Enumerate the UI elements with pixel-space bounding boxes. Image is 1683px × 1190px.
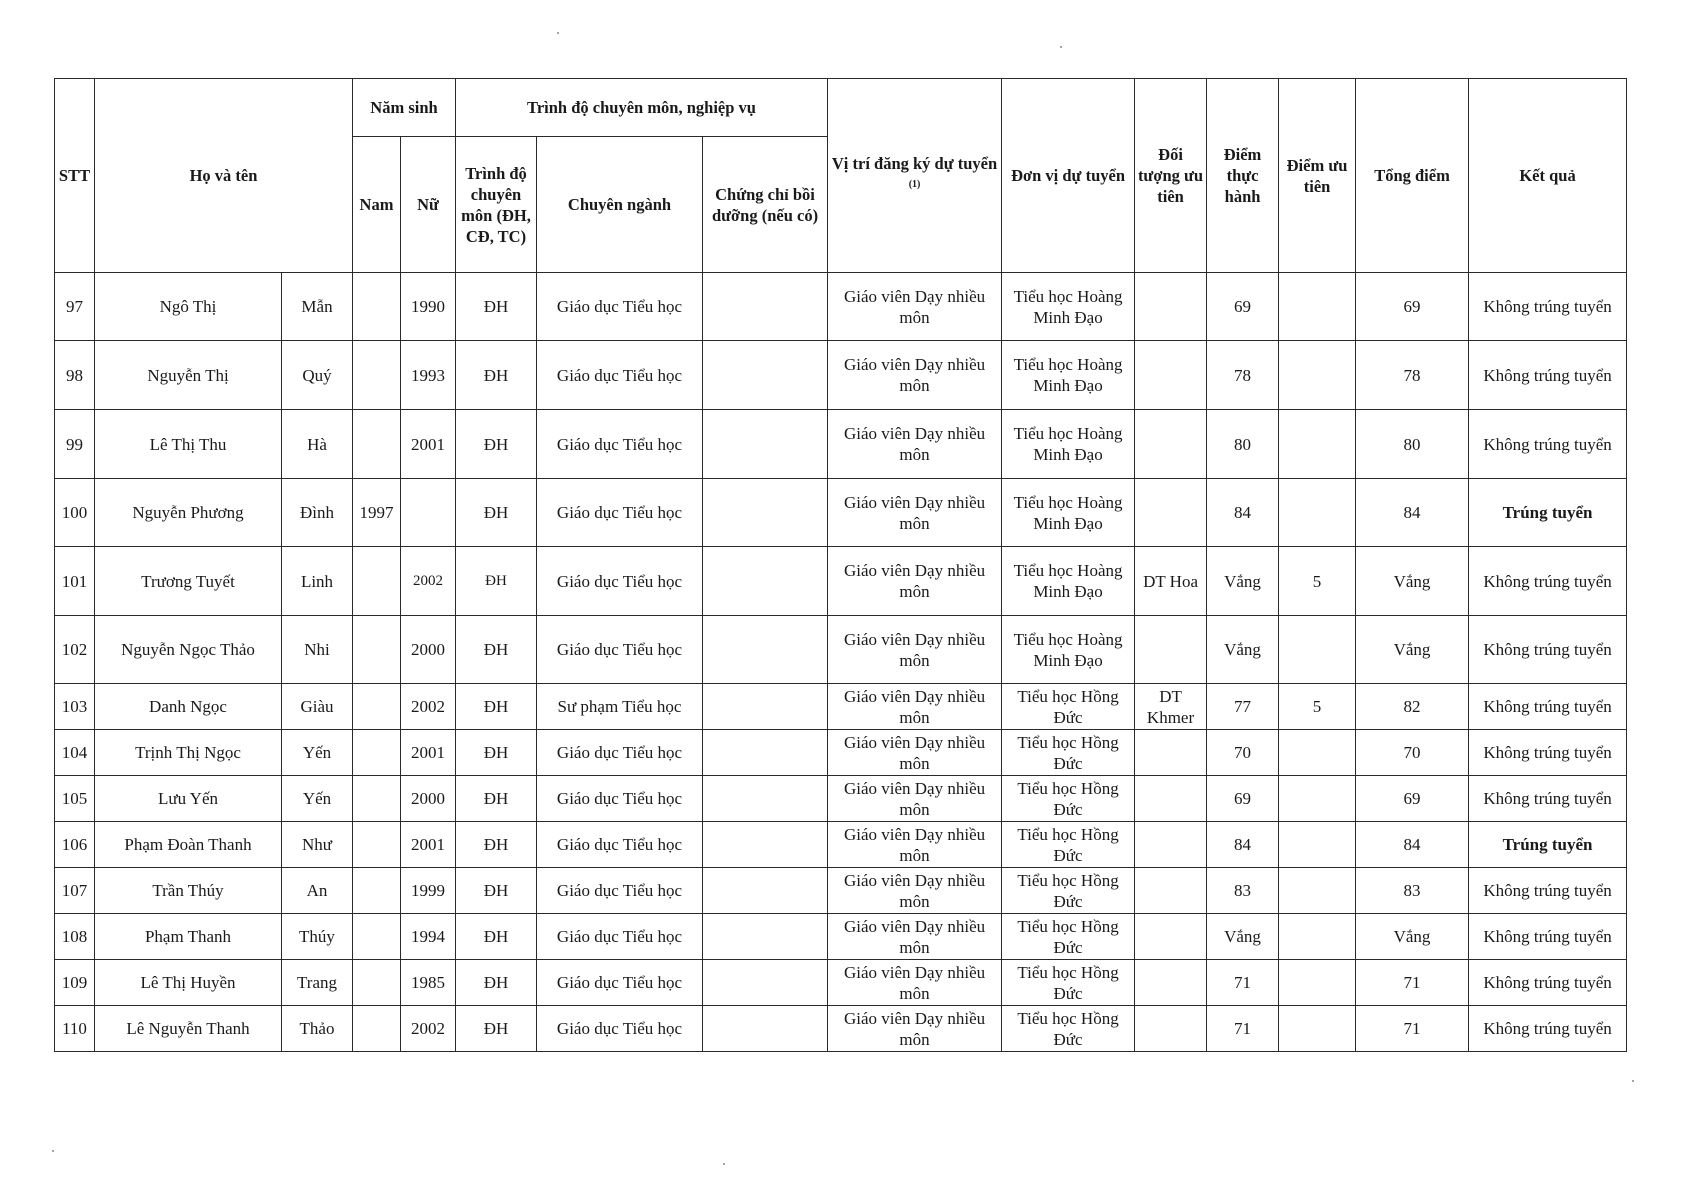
- table-row: [55, 960, 1627, 1006]
- cell-ho: Lê Nguyễn Thanh: [95, 1006, 282, 1052]
- cell-trinh-do: ĐH: [456, 479, 537, 547]
- table-row: [55, 776, 1627, 822]
- cell-ket-qua: Không trúng tuyển: [1469, 547, 1627, 616]
- cell-don-vi: Tiểu học Hoàng Minh Đạo: [1002, 616, 1135, 684]
- table-row: [55, 1006, 1627, 1052]
- cell-ho: Phạm Thanh: [95, 914, 282, 960]
- cell-chuyen-nganh: Giáo dục Tiểu học: [537, 479, 703, 547]
- cell-ket-qua: Không trúng tuyển: [1469, 730, 1627, 776]
- cell-nam: [353, 776, 401, 822]
- cell-vi-tri: Giáo viên Dạy nhiều môn: [828, 960, 1002, 1006]
- table-row: [55, 479, 1627, 547]
- cell-chung-chi: [703, 914, 828, 960]
- table-row: [55, 341, 1627, 410]
- cell-doi-tuong: [1135, 868, 1207, 914]
- cell-tong-diem: 69: [1356, 273, 1469, 341]
- cell-ten: Như: [282, 822, 353, 868]
- cell-stt: 107: [55, 868, 95, 914]
- cell-vi-tri: Giáo viên Dạy nhiều môn: [828, 684, 1002, 730]
- cell-tong-diem: 83: [1356, 868, 1469, 914]
- cell-ket-qua: Không trúng tuyển: [1469, 776, 1627, 822]
- cell-ten: Mẫn: [282, 273, 353, 341]
- table-row: [55, 914, 1627, 960]
- cell-nu: 2000: [401, 776, 456, 822]
- cell-ho: Nguyễn Phương: [95, 479, 282, 547]
- cell-stt: 106: [55, 822, 95, 868]
- cell-chuyen-nganh: Giáo dục Tiểu học: [537, 341, 703, 410]
- cell-ket-qua: Trúng tuyển: [1469, 479, 1627, 547]
- table-row: [55, 684, 1627, 730]
- cell-nu: 1985: [401, 960, 456, 1006]
- cell-ten: Đình: [282, 479, 353, 547]
- results-sheet: [54, 78, 1626, 1052]
- cell-ten: Quý: [282, 341, 353, 410]
- cell-chung-chi: [703, 479, 828, 547]
- cell-ho: Lê Thị Thu: [95, 410, 282, 479]
- cell-trinh-do: ĐH: [456, 822, 537, 868]
- cell-ho: Nguyễn Ngọc Thảo: [95, 616, 282, 684]
- cell-stt: 104: [55, 730, 95, 776]
- cell-nu: 1993: [401, 341, 456, 410]
- cell-vi-tri: Giáo viên Dạy nhiều môn: [828, 914, 1002, 960]
- cell-ho: Lê Thị Huyền: [95, 960, 282, 1006]
- cell-nam: [353, 547, 401, 616]
- cell-trinh-do: ĐH: [456, 914, 537, 960]
- cell-nam: [353, 822, 401, 868]
- cell-don-vi: Tiểu học Hoàng Minh Đạo: [1002, 479, 1135, 547]
- cell-ten: Nhi: [282, 616, 353, 684]
- cell-chung-chi: [703, 822, 828, 868]
- cell-vi-tri: Giáo viên Dạy nhiều môn: [828, 410, 1002, 479]
- scan-speck: [723, 1163, 725, 1165]
- cell-stt: 102: [55, 616, 95, 684]
- cell-chung-chi: [703, 410, 828, 479]
- cell-stt: 101: [55, 547, 95, 616]
- cell-ket-qua: Không trúng tuyển: [1469, 914, 1627, 960]
- cell-ho: Trịnh Thị Ngọc: [95, 730, 282, 776]
- cell-nam: [353, 914, 401, 960]
- cell-nu: 1999: [401, 868, 456, 914]
- cell-doi-tuong: [1135, 730, 1207, 776]
- cell-don-vi: Tiểu học Hoàng Minh Đạo: [1002, 547, 1135, 616]
- table-row: [55, 410, 1627, 479]
- cell-ket-qua: Không trúng tuyển: [1469, 273, 1627, 341]
- cell-don-vi: Tiểu học Hồng Đức: [1002, 776, 1135, 822]
- cell-trinh-do: ĐH: [456, 1006, 537, 1052]
- cell-tong-diem: 80: [1356, 410, 1469, 479]
- cell-trinh-do: ĐH: [456, 776, 537, 822]
- header-doi-tuong: Đối tượng ưu tiên: [1135, 79, 1207, 273]
- results-table: [54, 78, 1627, 1052]
- cell-ho: Lưu Yến: [95, 776, 282, 822]
- cell-doi-tuong: [1135, 341, 1207, 410]
- cell-nu: 1994: [401, 914, 456, 960]
- cell-diem-thuc-hanh: 84: [1207, 822, 1279, 868]
- cell-nam: [353, 684, 401, 730]
- cell-nam: [353, 616, 401, 684]
- cell-tong-diem: Vắng: [1356, 547, 1469, 616]
- cell-vi-tri: Giáo viên Dạy nhiều môn: [828, 273, 1002, 341]
- cell-nu: [401, 479, 456, 547]
- cell-diem-uu-tien: [1279, 341, 1356, 410]
- cell-vi-tri: Giáo viên Dạy nhiều môn: [828, 776, 1002, 822]
- cell-stt: 109: [55, 960, 95, 1006]
- cell-nu: 2001: [401, 410, 456, 479]
- table-row: [55, 868, 1627, 914]
- cell-chuyen-nganh: Giáo dục Tiểu học: [537, 730, 703, 776]
- cell-ten: An: [282, 868, 353, 914]
- cell-chuyen-nganh: Giáo dục Tiểu học: [537, 960, 703, 1006]
- cell-ten: Linh: [282, 547, 353, 616]
- header-nam-sinh: Năm sinh: [353, 79, 456, 137]
- cell-nu: 2002: [401, 684, 456, 730]
- scan-speck: [52, 1150, 54, 1152]
- cell-trinh-do: ĐH: [456, 273, 537, 341]
- cell-diem-thuc-hanh: 80: [1207, 410, 1279, 479]
- cell-stt: 97: [55, 273, 95, 341]
- cell-tong-diem: Vắng: [1356, 914, 1469, 960]
- cell-tong-diem: 82: [1356, 684, 1469, 730]
- cell-diem-thuc-hanh: 71: [1207, 960, 1279, 1006]
- cell-chuyen-nganh: Giáo dục Tiểu học: [537, 547, 703, 616]
- cell-trinh-do: ĐH: [456, 684, 537, 730]
- cell-diem-uu-tien: [1279, 273, 1356, 341]
- cell-ket-qua: Không trúng tuyển: [1469, 1006, 1627, 1052]
- cell-trinh-do: ĐH: [456, 960, 537, 1006]
- cell-doi-tuong: DT Khmer: [1135, 684, 1207, 730]
- cell-nu: 2002: [401, 547, 456, 616]
- header-chuyen-nganh: Chuyên ngành: [537, 137, 703, 273]
- cell-diem-uu-tien: [1279, 1006, 1356, 1052]
- cell-ket-qua: Không trúng tuyển: [1469, 684, 1627, 730]
- cell-diem-thuc-hanh: 84: [1207, 479, 1279, 547]
- cell-vi-tri: Giáo viên Dạy nhiều môn: [828, 341, 1002, 410]
- cell-chuyen-nganh: Giáo dục Tiểu học: [537, 1006, 703, 1052]
- cell-doi-tuong: [1135, 914, 1207, 960]
- cell-diem-thuc-hanh: Vắng: [1207, 547, 1279, 616]
- cell-chung-chi: [703, 776, 828, 822]
- cell-chung-chi: [703, 547, 828, 616]
- cell-chung-chi: [703, 341, 828, 410]
- cell-ten: Yến: [282, 776, 353, 822]
- cell-ket-qua: Không trúng tuyển: [1469, 341, 1627, 410]
- cell-vi-tri: Giáo viên Dạy nhiều môn: [828, 547, 1002, 616]
- cell-stt: 98: [55, 341, 95, 410]
- cell-vi-tri: Giáo viên Dạy nhiều môn: [828, 1006, 1002, 1052]
- cell-trinh-do: ĐH: [456, 547, 537, 616]
- cell-chuyen-nganh: Giáo dục Tiểu học: [537, 273, 703, 341]
- scan-speck: [557, 32, 559, 34]
- cell-nam: [353, 868, 401, 914]
- cell-doi-tuong: [1135, 776, 1207, 822]
- table-row: [55, 273, 1627, 341]
- cell-tong-diem: 70: [1356, 730, 1469, 776]
- cell-chuyen-nganh: Giáo dục Tiểu học: [537, 868, 703, 914]
- header-tong-diem: Tổng điểm: [1356, 79, 1469, 273]
- cell-tong-diem: 84: [1356, 479, 1469, 547]
- cell-nam: [353, 341, 401, 410]
- cell-doi-tuong: [1135, 273, 1207, 341]
- cell-diem-thuc-hanh: 69: [1207, 776, 1279, 822]
- cell-ten: Trang: [282, 960, 353, 1006]
- cell-nam: [353, 1006, 401, 1052]
- cell-diem-thuc-hanh: 83: [1207, 868, 1279, 914]
- cell-don-vi: Tiểu học Hồng Đức: [1002, 730, 1135, 776]
- cell-diem-uu-tien: [1279, 914, 1356, 960]
- cell-ho: Danh Ngọc: [95, 684, 282, 730]
- table-body: [55, 273, 1627, 1052]
- cell-diem-thuc-hanh: Vắng: [1207, 914, 1279, 960]
- header-don-vi: Đơn vị dự tuyển: [1002, 79, 1135, 273]
- cell-chung-chi: [703, 1006, 828, 1052]
- cell-ho: Phạm Đoàn Thanh: [95, 822, 282, 868]
- cell-ten: Thảo: [282, 1006, 353, 1052]
- cell-stt: 99: [55, 410, 95, 479]
- cell-stt: 108: [55, 914, 95, 960]
- cell-doi-tuong: DT Hoa: [1135, 547, 1207, 616]
- cell-trinh-do: ĐH: [456, 730, 537, 776]
- cell-nam: 1997: [353, 479, 401, 547]
- cell-vi-tri: Giáo viên Dạy nhiều môn: [828, 616, 1002, 684]
- cell-chung-chi: [703, 616, 828, 684]
- cell-doi-tuong: [1135, 960, 1207, 1006]
- header-nam: Nam: [353, 137, 401, 273]
- header-vi-tri-footnote: (1): [908, 178, 921, 190]
- cell-diem-uu-tien: [1279, 479, 1356, 547]
- cell-tong-diem: 69: [1356, 776, 1469, 822]
- cell-don-vi: Tiểu học Hoàng Minh Đạo: [1002, 410, 1135, 479]
- cell-trinh-do: ĐH: [456, 410, 537, 479]
- cell-vi-tri: Giáo viên Dạy nhiều môn: [828, 868, 1002, 914]
- cell-chung-chi: [703, 868, 828, 914]
- cell-chuyen-nganh: Sư phạm Tiểu học: [537, 684, 703, 730]
- cell-vi-tri: Giáo viên Dạy nhiều môn: [828, 822, 1002, 868]
- cell-nam: [353, 960, 401, 1006]
- cell-ho: Trương Tuyết: [95, 547, 282, 616]
- header-trinh-do-chuyen-mon: Trình độ chuyên môn (ĐH, CĐ, TC): [456, 137, 537, 273]
- cell-diem-uu-tien: [1279, 730, 1356, 776]
- header-vi-tri-label: Vị trí đăng ký dự tuyển: [831, 153, 998, 173]
- cell-tong-diem: Vắng: [1356, 616, 1469, 684]
- cell-diem-thuc-hanh: 71: [1207, 1006, 1279, 1052]
- cell-diem-uu-tien: [1279, 776, 1356, 822]
- cell-doi-tuong: [1135, 479, 1207, 547]
- cell-chuyen-nganh: Giáo dục Tiểu học: [537, 410, 703, 479]
- header-diem-thuc-hanh: Điểm thực hành: [1207, 79, 1279, 273]
- cell-ho: Nguyễn Thị: [95, 341, 282, 410]
- cell-nu: 2000: [401, 616, 456, 684]
- header-chung-chi: Chứng chỉ bồi dưỡng (nếu có): [703, 137, 828, 273]
- cell-ket-qua: Trúng tuyển: [1469, 822, 1627, 868]
- cell-diem-uu-tien: 5: [1279, 547, 1356, 616]
- cell-stt: 100: [55, 479, 95, 547]
- cell-don-vi: Tiểu học Hoàng Minh Đạo: [1002, 341, 1135, 410]
- cell-nu: 2001: [401, 822, 456, 868]
- header-diem-uu-tien: Điểm ưu tiên: [1279, 79, 1356, 273]
- cell-ten: Hà: [282, 410, 353, 479]
- cell-diem-uu-tien: [1279, 616, 1356, 684]
- cell-nam: [353, 273, 401, 341]
- cell-trinh-do: ĐH: [456, 341, 537, 410]
- cell-doi-tuong: [1135, 1006, 1207, 1052]
- cell-tong-diem: 71: [1356, 1006, 1469, 1052]
- header-ket-qua: Kết quả: [1469, 79, 1627, 273]
- header-stt: STT: [55, 79, 95, 273]
- cell-diem-uu-tien: [1279, 868, 1356, 914]
- cell-diem-uu-tien: [1279, 410, 1356, 479]
- cell-vi-tri: Giáo viên Dạy nhiều môn: [828, 479, 1002, 547]
- cell-don-vi: Tiểu học Hoàng Minh Đạo: [1002, 273, 1135, 341]
- cell-ho: Ngô Thị: [95, 273, 282, 341]
- cell-chuyen-nganh: Giáo dục Tiểu học: [537, 822, 703, 868]
- cell-chung-chi: [703, 273, 828, 341]
- cell-don-vi: Tiểu học Hồng Đức: [1002, 960, 1135, 1006]
- cell-chung-chi: [703, 730, 828, 776]
- scan-speck: [1060, 46, 1062, 48]
- cell-stt: 103: [55, 684, 95, 730]
- cell-doi-tuong: [1135, 616, 1207, 684]
- cell-vi-tri: Giáo viên Dạy nhiều môn: [828, 730, 1002, 776]
- cell-diem-uu-tien: 5: [1279, 684, 1356, 730]
- cell-tong-diem: 71: [1356, 960, 1469, 1006]
- cell-nam: [353, 730, 401, 776]
- cell-tong-diem: 78: [1356, 341, 1469, 410]
- cell-tong-diem: 84: [1356, 822, 1469, 868]
- scan-speck: [1632, 1080, 1634, 1082]
- cell-stt: 110: [55, 1006, 95, 1052]
- cell-diem-thuc-hanh: 69: [1207, 273, 1279, 341]
- cell-nu: 2002: [401, 1006, 456, 1052]
- cell-nu: 1990: [401, 273, 456, 341]
- cell-don-vi: Tiểu học Hồng Đức: [1002, 822, 1135, 868]
- cell-ket-qua: Không trúng tuyển: [1469, 410, 1627, 479]
- cell-don-vi: Tiểu học Hồng Đức: [1002, 684, 1135, 730]
- header-nu: Nữ: [401, 137, 456, 273]
- cell-chung-chi: [703, 960, 828, 1006]
- cell-diem-uu-tien: [1279, 960, 1356, 1006]
- cell-ten: Giàu: [282, 684, 353, 730]
- header-vi-tri: [828, 79, 1002, 273]
- table-row: [55, 730, 1627, 776]
- cell-diem-thuc-hanh: 77: [1207, 684, 1279, 730]
- cell-nam: [353, 410, 401, 479]
- cell-don-vi: Tiểu học Hồng Đức: [1002, 1006, 1135, 1052]
- cell-trinh-do: ĐH: [456, 616, 537, 684]
- cell-ten: Yến: [282, 730, 353, 776]
- cell-nu: 2001: [401, 730, 456, 776]
- header-trinh-do-nghiep-vu: Trình độ chuyên môn, nghiệp vụ: [456, 79, 828, 137]
- cell-ket-qua: Không trúng tuyển: [1469, 868, 1627, 914]
- header-ho-ten: Họ và tên: [95, 79, 353, 273]
- cell-doi-tuong: [1135, 822, 1207, 868]
- table-row: [55, 547, 1627, 616]
- cell-chuyen-nganh: Giáo dục Tiểu học: [537, 914, 703, 960]
- cell-chung-chi: [703, 684, 828, 730]
- cell-doi-tuong: [1135, 410, 1207, 479]
- table-row: [55, 822, 1627, 868]
- cell-ket-qua: Không trúng tuyển: [1469, 616, 1627, 684]
- table-row: [55, 616, 1627, 684]
- cell-ket-qua: Không trúng tuyển: [1469, 960, 1627, 1006]
- cell-diem-thuc-hanh: 78: [1207, 341, 1279, 410]
- cell-don-vi: Tiểu học Hồng Đức: [1002, 868, 1135, 914]
- cell-diem-uu-tien: [1279, 822, 1356, 868]
- cell-diem-thuc-hanh: Vắng: [1207, 616, 1279, 684]
- cell-ten: Thúy: [282, 914, 353, 960]
- cell-ho: Trần Thúy: [95, 868, 282, 914]
- cell-stt: 105: [55, 776, 95, 822]
- cell-chuyen-nganh: Giáo dục Tiểu học: [537, 776, 703, 822]
- cell-diem-thuc-hanh: 70: [1207, 730, 1279, 776]
- cell-chuyen-nganh: Giáo dục Tiểu học: [537, 616, 703, 684]
- cell-trinh-do: ĐH: [456, 868, 537, 914]
- cell-don-vi: Tiểu học Hồng Đức: [1002, 914, 1135, 960]
